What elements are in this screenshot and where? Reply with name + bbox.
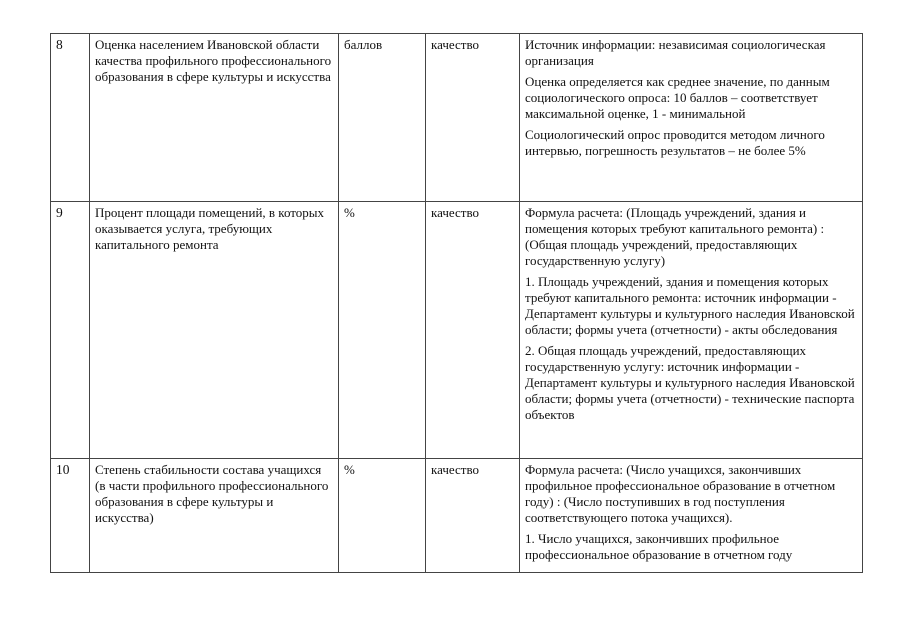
- description-paragraph: Оценка определяется как среднее значение, по данным социологического опроса: 10 баллов – соответствует максимальной оценке, 1 - минимальной: [525, 74, 830, 121]
- description-paragraph: Формула расчета: (Число учащихся, закончивших профильное профессиональное образование в отчетном году) : (Число поступивших в год поступления соответствующего потока учащихся).: [525, 462, 836, 525]
- type-cell: качество: [426, 459, 520, 573]
- table-row-10: [51, 459, 863, 573]
- unit-cell: %: [339, 459, 426, 573]
- description-paragraph: 2. Общая площадь учреждений, предоставляющих государственную услугу: источник информации - Департамент культуры и культурного наследия Ивановской области; формы учета (отчетности) - технические паспорта объектов: [525, 343, 855, 422]
- type-cell: качество: [426, 34, 520, 202]
- indicator-name: Оценка населением Ивановской области качества профильного профессионального образования в сфере культуры и искусства: [90, 34, 339, 202]
- description-paragraph: Социологический опрос проводится методом личного интервью, погрешность результатов – не более 5%: [525, 127, 825, 158]
- description-paragraph: 1. Площадь учреждений, здания и помещения которых требуют капитального ремонта: источник информации - Департамент культуры и культурного наследия Ивановской области; формы учета (отчетности) - акты обследования: [525, 274, 855, 337]
- description-paragraph: Источник информации: независимая социологическая организация: [525, 37, 826, 68]
- row-number: 10: [51, 459, 90, 573]
- description-cell: [520, 34, 863, 202]
- unit-cell: %: [339, 202, 426, 459]
- description-cell: [520, 459, 863, 573]
- type-cell: качество: [426, 202, 520, 459]
- row-number: 8: [51, 34, 90, 202]
- description-paragraph: 1. Число учащихся, закончивших профильное профессиональное образование в отчетном году: [525, 531, 793, 562]
- table-row-8: [51, 34, 863, 202]
- description-cell: [520, 202, 863, 459]
- indicator-name: Процент площади помещений, в которых оказывается услуга, требующих капитального ремонта: [90, 202, 339, 459]
- table-row-9: [51, 202, 863, 459]
- unit-cell: баллов: [339, 34, 426, 202]
- indicator-name: Степень стабильности состава учащихся (в части профильного профессионального образования в сфере культуры и искусства): [90, 459, 339, 573]
- description-paragraph: Формула расчета: (Площадь учреждений, здания и помещения которых требуют капитального ремонта) : (Общая площадь учреждений, предоставляющих государственную услугу): [525, 205, 825, 268]
- row-number: 9: [51, 202, 90, 459]
- indicators-table: [50, 33, 863, 573]
